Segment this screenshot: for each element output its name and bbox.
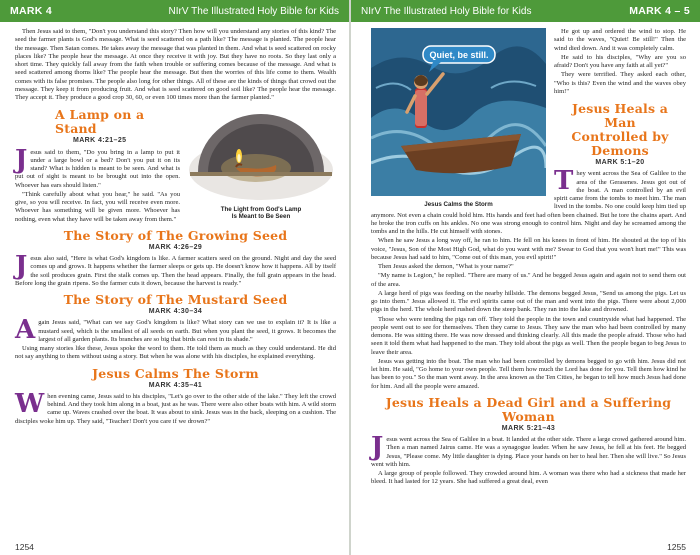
left-page-header xyxy=(0,0,349,22)
scripture-reference: MARK 5:1–20 xyxy=(595,159,645,166)
drop-cap: A xyxy=(15,315,36,346)
right-page-body xyxy=(371,28,686,539)
section-heading: The Story of The Mustard Seed xyxy=(63,292,288,307)
drop-cap: J xyxy=(371,432,384,462)
paragraph-text: gain Jesus said, "What can we say God's kingdom is like? What story can we use to explain it? It is like a mustard seed, which is the smallest of all seeds on earth. But when you plant the seed, it grows. It becomes the largest of all garden plants. Its branches are so big that birds can rest in its shade." xyxy=(38,319,336,343)
paragraph: Jesus was getting into the boat. The man who had been controlled by demons begged to go with him. Jesus did not let him. He said, "Go home to your own people. Tell them how much the Lord has done for you. Tell them how kind he has been to you." So the man went away. In the area known as the Ten Cities, he began to tell how much Jesus had done for him. And all the people were amazed. xyxy=(371,357,686,390)
paragraph-text: hen evening came, Jesus said to his disciples, "Let's go over to the other side of the lake." They left the crowd behind. And they took him along in a boat, just as he was. There were also other boats with him. A wild storm came up. Waves crashed over the boat. It was about to sink. Jesus was in the back, sleeping on a cushion. The disciples woke him up. They said, "Teacher! Don't you care if we drown?" xyxy=(15,392,336,425)
section-label: MARK 4 – 5 xyxy=(629,5,690,17)
left-page-body xyxy=(15,28,336,539)
book-title: NIrV The Illustrated Holy Bible for Kids xyxy=(168,5,339,17)
figure-caption: The Light from God's Lamp xyxy=(220,205,302,213)
section-heading: A Lamp on a Stand xyxy=(55,107,145,137)
paragraph: Then Jesus said to them, "Don't you understand this story? Then how will you understand any stories of this kind? The seed the farmer plants is God's message. What is seed scattered on a path like? The message is planted. The people hear the message. Then Satan comes. He takes away the message that was planted in them. And what is seed scattered on rocky places like? The people hear the message. At once they receive it with joy. But they have no roots. So they last only a short time. They quickly fall away from the faith when trouble or suffering comes because of the message. And what is seed scattered among thorns like? The people hear the message. But then the worries of this life come to them. Wealth comes with its false promises. The people also long for other things. All of these are the kinds of things that crowd out the message. They keep it from producing fruit. And what is seed scattered on good soil like? The people hear the message. They accept it. They produce a good crop 30, 60, or even 100 times more than the farmer planted." xyxy=(15,28,336,101)
drop-cap: J xyxy=(15,251,28,281)
lamp-section xyxy=(15,108,336,224)
paragraph: When he saw Jesus a long way off, he ran to him. He fell on his knees in front of him. He shouted at the top of his voice, "Jesus, Son of the Most High God, what do you want with me? Swear to God that you won't hurt me!" This was because Jesus had said to him, "Come out of this man, you evil spirit!" xyxy=(371,237,686,261)
lamp-illustration xyxy=(186,110,336,220)
paragraph: Those who were tending the pigs ran off. They told the people in the town and countryside what had happened. The people went out to see for themselves. Then they came to Jesus. They saw the man who had been controlled by many demons. He was sitting there. He was now dressed and thinking clearly. All this made the people afraid. Those who had seen it told them what had happened to the man. They told about the pigs as well. Then the people began to beg Jesus to leave their area. xyxy=(371,315,686,356)
paragraph: "My name is Legion," he replied. "There are many of us." And he begged Jesus again and again not to send them out of the area. xyxy=(371,272,686,288)
section-heading: The Story of The Growing Seed xyxy=(63,227,288,243)
drop-cap: T xyxy=(554,166,574,197)
paragraph xyxy=(371,432,686,469)
scripture-reference: MARK 4:26–29 xyxy=(148,243,203,251)
right-page xyxy=(351,0,700,555)
mustard-seed-section xyxy=(15,293,336,362)
paragraph: "Think carefully about what you hear," he said. "As you give, so you will receive. In fact, you will receive even more. Whoever has something will be given more. Whoever has nothing, even what they have will be taken away from them." xyxy=(15,190,180,223)
paragraph xyxy=(15,388,336,426)
paragraph-text: esus went across the Sea of Galilee in a boat. It landed at the other side. There a large crowd gathered around him. Then a man named Jairus came. He was a synagogue leader. When he saw Jesus, he fell at his feet. He begged Jesus, "Please come. My little daughter is dying. Place your hands on her to heal her. Then she will live." So Jesus went with him. xyxy=(371,436,686,468)
growing-seed-section xyxy=(15,229,336,288)
section-heading: Jesus Heals a Man xyxy=(571,101,669,130)
paragraph-text: hey went across the Sea of Galilee to the area of the Gerasenes. Jesus got out of the boat. A man controlled by an evil spirit came from the tombs to meet him. The man lived in the tombs. No one could keep him tied up anymore. Not even a chain could hold him. His hands and feet had often been chained. But he tore the chains apart. And he broke the iron cuffs on his ankles. No one was strong enough to control him. Night and day he screamed among the tombs and in the hills. He cut himself with stones. xyxy=(371,170,686,235)
dead-girl-section xyxy=(371,396,686,487)
speech-bubble-text: Quiet, be still. xyxy=(429,50,489,60)
left-page xyxy=(0,0,349,555)
book-title: NIrV The Illustrated Holy Bible for Kids xyxy=(361,5,532,17)
paragraph-text: esus said to them, "Do you bring in a lamp to put it under a large bowl or a bed? Don't you put it on its stand? What is hidden is meant to be seen. And what is put out of sight is meant to be brought out into the open. Whoever has ears should listen." xyxy=(15,148,180,189)
drop-cap: J xyxy=(15,144,28,175)
paragraph: Then Jesus asked the demon, "What is your name?" xyxy=(378,263,514,270)
paragraph: He got up and ordered the wind to stop. He said to the waves, "Quiet! Be still!" Then the wind died down. And it was completely calm. xyxy=(554,28,686,52)
jesus-calms-storm-image xyxy=(371,28,546,196)
right-page-header xyxy=(351,0,700,22)
paragraph: He said to his disciples, "Why are you so afraid? Don't you have any faith at all yet?" xyxy=(554,53,686,69)
scripture-reference: MARK 4:35–41 xyxy=(148,381,203,389)
figure-caption: Is Meant to Be Seen xyxy=(231,213,291,220)
paragraph: Using many stories like these, Jesus spoke the word to them. He told them as much as they could understand. He did not say anything to them without using a story. But when he was alone with his disciples, he explained everything. xyxy=(15,345,336,361)
section-heading: Jesus Calms The Storm xyxy=(92,365,259,381)
scripture-reference: MARK 4:30–34 xyxy=(148,308,203,315)
page-number: 1254 xyxy=(15,542,34,552)
paragraph: A large herd of pigs was feeding on the nearby hillside. The demons begged Jesus, "Send us among the pigs. Let us go into them." Jesus allowed it. The evil spirits came out of the man and went into the pigs. There were about 2,000 pigs in the herd. The whole herd rushed down the steep bank. They ran into the lake and drowned. xyxy=(371,289,686,314)
lamp-under-bowl-image xyxy=(186,110,336,202)
section-heading: Jesus Heals a Dead Girl and a Suffering Woman xyxy=(385,394,672,424)
paragraph xyxy=(15,315,336,346)
section-label: MARK 4 xyxy=(10,5,53,17)
drop-cap: W xyxy=(15,388,45,419)
page-number: 1255 xyxy=(667,542,686,552)
paragraph: They were terrified. They asked each other, "Who is this? Even the wind and the waves obey him!" xyxy=(554,71,686,95)
figure-caption: Jesus Calms the Storm xyxy=(424,201,493,209)
storm-section xyxy=(15,367,336,426)
storm-illustration xyxy=(371,28,546,209)
section-heading: Controlled by Demons xyxy=(571,129,669,158)
scripture-reference: MARK 4:21–25 xyxy=(73,137,127,145)
paragraph xyxy=(15,251,336,288)
paragraph-text: esus also said, "Here is what God's kingdom is like. A farmer scatters seed on the ground. Night and day the seed comes up and grows. It happens whether the farmer sleeps or gets up. He doesn't know how it happens. All by itself the soil produces grain. First the stalk comes up. Then the head appears. Finally, the full grain appears in the head. Before long the grain ripens. So the farmer cuts it down, because the harvest is ready." xyxy=(15,255,336,287)
paragraph: A large group of people followed. They crowded around him. A woman was there who had a sickness that made her bleed. It had lasted for 12 years. She had suffered a great deal, even xyxy=(371,470,686,486)
scripture-reference: MARK 5:21–43 xyxy=(501,424,556,432)
